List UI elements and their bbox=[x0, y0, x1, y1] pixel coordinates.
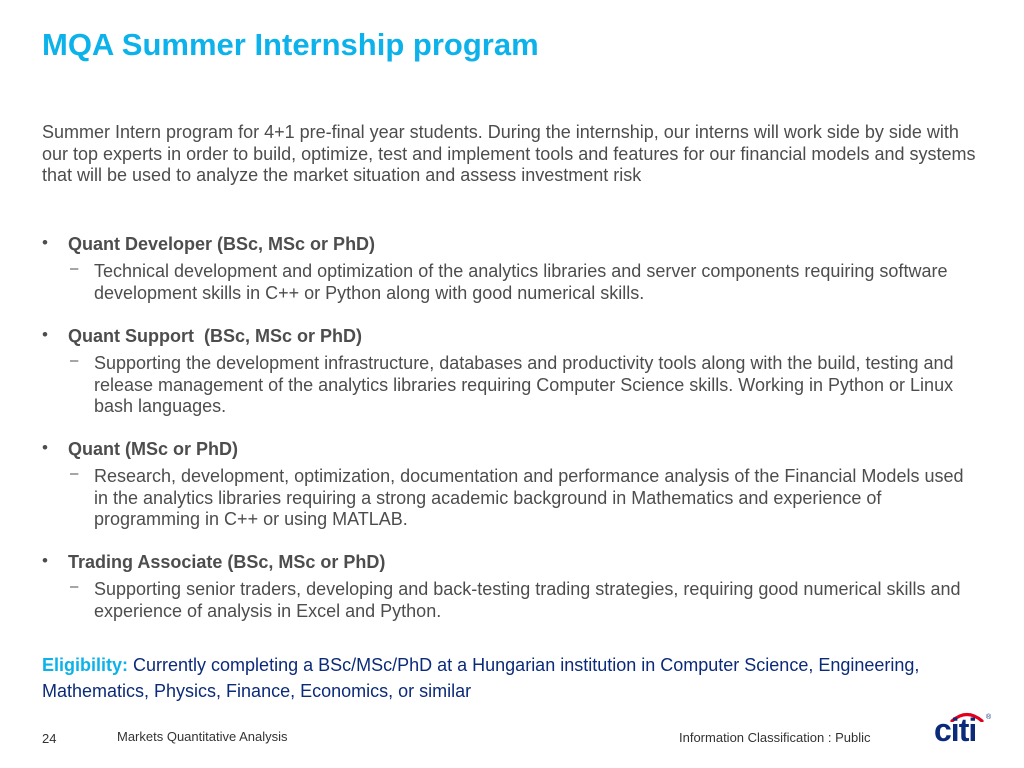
role-heading bbox=[42, 325, 977, 347]
role-description-text: Supporting senior traders, developing and back-testing trading strategies, requiring good numerical skills and experience of analysis in Excel and Python. bbox=[94, 579, 961, 621]
role-description bbox=[42, 466, 977, 531]
role-item bbox=[42, 551, 977, 622]
eligibility-statement bbox=[42, 652, 942, 704]
role-item bbox=[42, 438, 977, 531]
role-title: Quant (MSc or PhD) bbox=[68, 439, 238, 459]
bullet-icon: • bbox=[42, 325, 48, 344]
role-title: Trading Associate (BSc, MSc or PhD) bbox=[68, 552, 386, 572]
role-heading bbox=[42, 551, 977, 573]
role-item bbox=[42, 233, 977, 304]
role-description-text: Research, development, optimization, documentation and performance analysis of the Financial Models used in the analytics libraries requiring a strong academic background in Mathematics and experience of programming in C++ or using MATLAB. bbox=[94, 466, 964, 530]
intro-paragraph: Summer Intern program for 4+1 pre-final year students. During the internship, our interns will work side by side with our top experts in order to build, optimize, test and implement tools and features for our financial models and systems that will be used to analyze the market situation and assess investment risk bbox=[42, 122, 976, 186]
registered-mark: ® bbox=[986, 714, 992, 721]
role-description bbox=[42, 261, 977, 304]
dash-icon: – bbox=[70, 465, 79, 482]
role-heading bbox=[42, 233, 977, 255]
slide-title: MQA Summer Internship program bbox=[42, 27, 539, 62]
bullet-icon: • bbox=[42, 233, 48, 252]
bullet-icon: • bbox=[42, 438, 48, 457]
dash-icon: – bbox=[70, 352, 79, 369]
footer-classification: Information Classification : Public bbox=[679, 730, 871, 745]
role-description bbox=[42, 353, 977, 418]
page-number: 24 bbox=[42, 731, 57, 746]
role-description-text: Technical development and optimization of the analytics libraries and server components requiring software development skills in C++ or Python along with good numerical skills. bbox=[94, 261, 948, 303]
role-item bbox=[42, 325, 977, 418]
dash-icon: – bbox=[70, 260, 79, 277]
role-title: Quant Developer (BSc, MSc or PhD) bbox=[68, 234, 376, 254]
eligibility-label: Eligibility: bbox=[42, 655, 129, 675]
role-title: Quant Support (BSc, MSc or PhD) bbox=[68, 326, 363, 346]
role-heading bbox=[42, 438, 977, 460]
eligibility-text: Currently completing a BSc/MSc/PhD at a Hungarian institution in Computer Science, Engineering, Mathematics, Physics, Finance, Economics, or similar bbox=[42, 655, 920, 701]
role-description bbox=[42, 579, 977, 622]
footer-department: Markets Quantitative Analysis bbox=[117, 729, 288, 744]
bullet-icon: • bbox=[42, 551, 48, 570]
dash-icon: – bbox=[70, 578, 79, 595]
citi-logo bbox=[934, 710, 994, 746]
role-description-text: Supporting the development infrastructure, databases and productivity tools along with the build, testing and release management of the analytics libraries requiring Computer Science skills. Working in Python or Linux bash languages. bbox=[94, 353, 954, 417]
logo-wordmark: citi bbox=[934, 712, 977, 748]
